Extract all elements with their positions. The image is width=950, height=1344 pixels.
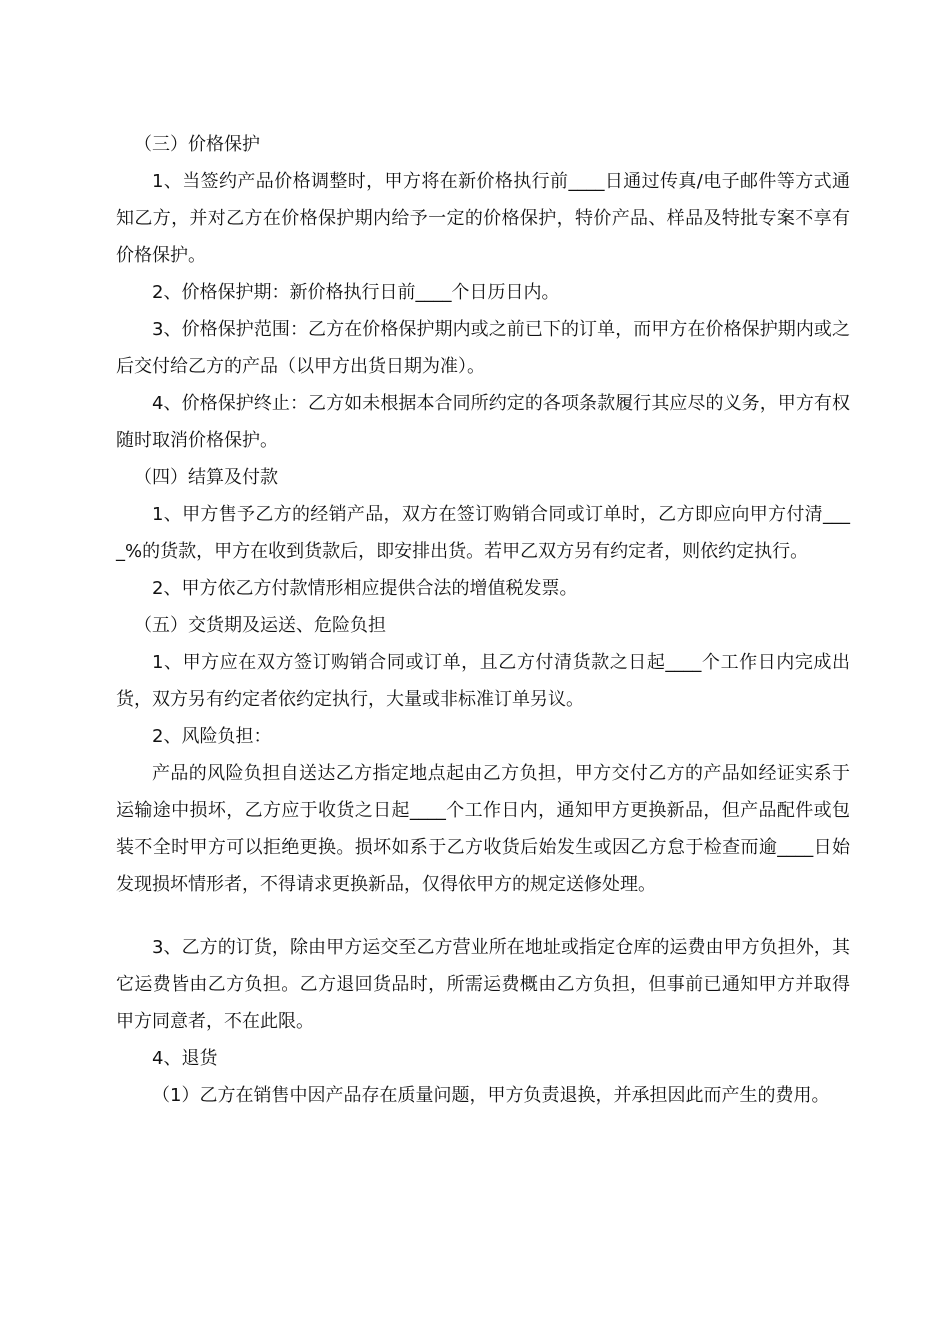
paragraph-price-protection-termination: 4、价格保护终止：乙方如未根据本合同所约定的各项条款履行其应尽的义务，甲方有权随时取消价格保护。 <box>116 393 850 451</box>
paragraph-returns-quality: （1）乙方在销售中因产品存在质量问题，甲方负责退换，并承担因此而产生的费用。 <box>152 1085 830 1106</box>
paragraph-risk-heading: 2、风险负担： <box>152 726 272 747</box>
paragraph-returns-heading: 4、退货 <box>152 1048 218 1069</box>
paragraph-risk-details: 产品的风险负担自送达乙方指定地点起由乙方负担，甲方交付乙方的产品如经证实系于运输途中损坏，乙方应于收货之日起____个工作日内，通知甲方更换新品，但产品配件或包装不全时甲方可以拒绝更换。损坏如系于乙方收货后始发生或因乙方怠于检查而逾____日始发现损坏情形者，不得请求更换新品，仅得依甲方的规定送修处理。 <box>116 763 850 895</box>
paragraph-shipping-costs: 3、乙方的订货，除由甲方运交至乙方营业所在地址或指定仓库的运费由甲方负担外，其它运费皆由乙方负担。乙方退回货品时，所需运费概由乙方负担，但事前已通知甲方并取得甲方同意者，不在此限。 <box>116 937 850 1032</box>
paragraph-payment-terms: 1、甲方售予乙方的经销产品，双方在签订购销合同或订单时，乙方即应向甲方付清____%的货款，甲方在收到货款后，即安排出货。若甲乙双方另有约定者，则依约定执行。 <box>116 504 850 562</box>
paragraph-delivery-time: 1、甲方应在双方签订购销合同或订单，且乙方付清货款之日起____个工作日内完成出货，双方另有约定者依约定执行，大量或非标准订单另议。 <box>116 652 850 710</box>
document-body <box>116 126 850 1114</box>
section-heading-price-protection: （三）价格保护 <box>134 134 260 155</box>
paragraph-price-protection-scope: 3、价格保护范围：乙方在价格保护期内或之前已下的订单，而甲方在价格保护期内或之后交付给乙方的产品（以甲方出货日期为准）。 <box>116 319 850 377</box>
paragraph-vat-invoice: 2、甲方依乙方付款情形相应提供合法的增值税发票。 <box>152 578 578 599</box>
section-heading-delivery-risk: （五）交货期及运送、危险负担 <box>134 615 386 636</box>
paragraph-price-protection-period: 2、价格保护期：新价格执行日前____个日历日内。 <box>152 282 560 303</box>
section-heading-settlement-payment: （四）结算及付款 <box>134 467 278 488</box>
paragraph-price-adjustment-notice: 1、当签约产品价格调整时，甲方将在新价格执行前____日通过传真/电子邮件等方式通知乙方，并对乙方在价格保护期内给予一定的价格保护，特价产品、样品及特批专案不享有价格保护。 <box>116 171 850 266</box>
